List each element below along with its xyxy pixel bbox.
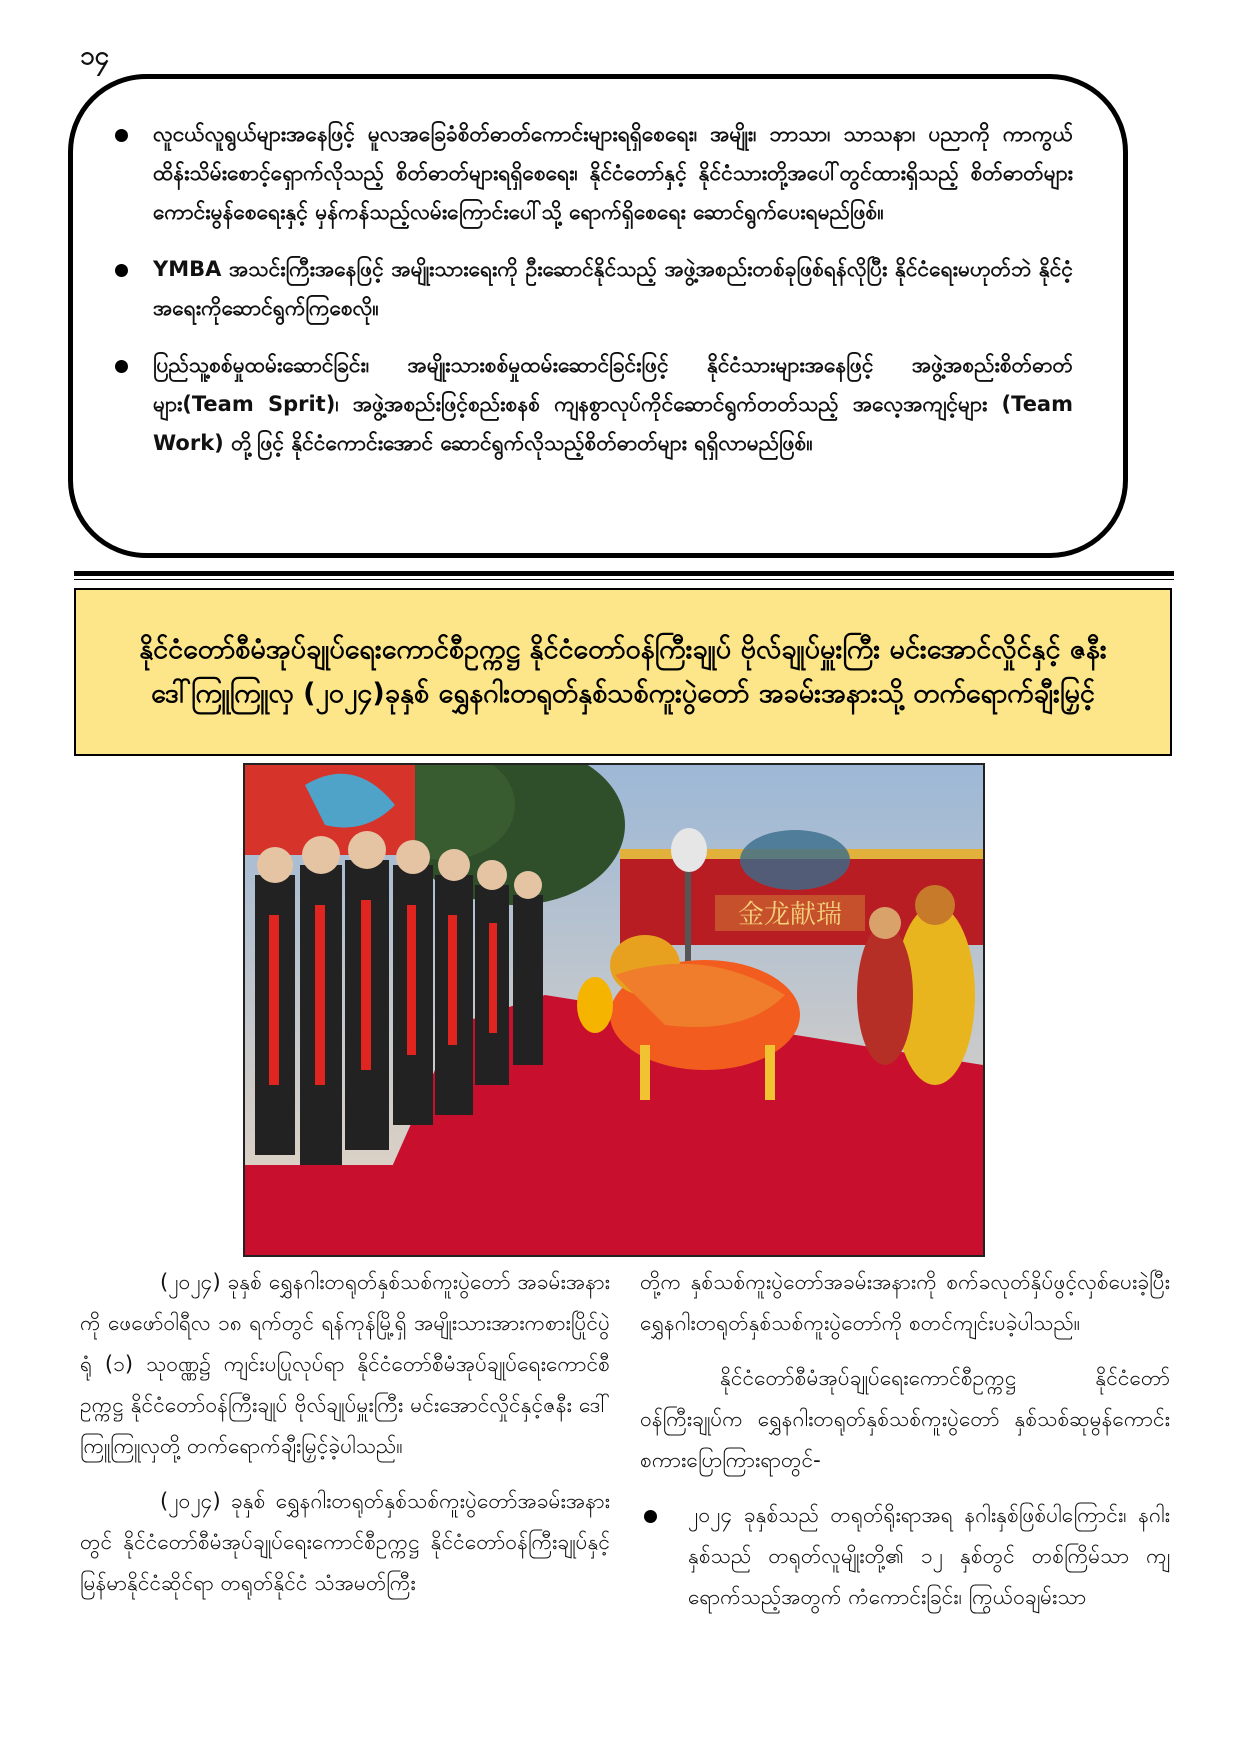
bullet-icon [115,264,128,277]
list-item [111,250,1073,328]
article-right-column [640,1262,1170,1618]
bullet-icon [115,129,128,142]
page-number: ၁၄ [80,41,110,71]
section-divider [74,571,1174,576]
lion-dance-photo-image [245,765,983,1255]
article-left-column [80,1262,610,1618]
section-divider-thin [74,579,1174,580]
paragraph: တို့က နှစ်သစ်ကူးပွဲတော်အခမ်းအနားကို စက်ခလုတ်နှိပ်ဖွင့်လှစ်ပေးခဲ့ပြီး ရွှေနဂါးတရုတ်နှစ်သစ်ကူးပွဲတော်ကို စတင်ကျင်းပခဲ့ပါသည်။ [640,1270,1170,1335]
list-item [111,346,1073,463]
list-item [111,115,1073,232]
bullet-list [111,115,1073,463]
event-photo [243,763,985,1257]
paragraph: (၂၀၂၄) ခုနှစ် ရွှေနဂါးတရုတ်နှစ်သစ်ကူးပွဲတော် အခမ်းအနားကို ဖေဖော်ဝါရီလ ၁၈ ရက်တွင် ရန်ကုန်မြို့ရှိ အမျိုးသားအားကစားပြိုင်ပွဲရုံ (၁) သုဝဏ္ဏ၌ ကျင်းပပြုလုပ်ရာ နိုင်ငံတော်စီမံအုပ်ချုပ်ရေးကောင်စီဥက္ကဋ္ဌ နိုင်ငံတော်ဝန်ကြီးချုပ် ဗိုလ်ချုပ်မှူးကြီး မင်းအောင်လှိုင်နှင့်ဇနီး ဒေါ်ကြူကြူလှတို့ တက်ရောက်ချီးမြှင့်ခဲ့ပါသည်။ [80,1270,610,1458]
paragraph: (၂၀၂၄) ခုနှစ် ရွှေနဂါးတရုတ်နှစ်သစ်ကူးပွဲတော်အခမ်းအနားတွင် နိုင်ငံတော်စီမံအုပ်ချုပ်ရေးကောင်စီဥက္ကဋ္ဌ နိုင်ငံတော်ဝန်ကြီးချုပ်နှင့် မြန်မာနိုင်ငံဆိုင်ရာ တရုတ်နိုင်ငံ သံအမတ်ကြီး [80,1489,610,1595]
bullet-icon [644,1510,657,1523]
bullet-icon [115,360,128,373]
headline-banner [74,588,1172,756]
bullet-list [640,1495,1170,1618]
headline-title: နိုင်ငံတော်စီမံအုပ်ချုပ်ရေးကောင်စီဥက္ကဋ္ဌ နိုင်ငံတော်ဝန်ကြီးချုပ် ဗိုလ်ချုပ်မှူးကြီး မင်းအောင်လှိုင်နှင့် ဇနီး ဒေါ်ကြူကြူလှ (၂၀၂၄)ခုနှစ် ရွှေနဂါးတရုတ်နှစ်သစ်ကူးပွဲတော် အခမ်းအနားသို့ တက်ရောက်ချီးမြှင့် [139,634,1107,709]
bullet-text: ၂၀၂၄ ခုနှစ်သည် တရုတ်ရိုးရာအရ နဂါးနှစ်ဖြစ်ပါကြောင်း၊ နဂါးနှစ်သည် တရုတ်လူမျိုးတို့၏ ၁၂ နှစ်တွင် တစ်ကြိမ်သာ ကျရောက်သည့်အတွက် ကံကောင်းခြင်း၊ ကြွယ်ဝချမ်းသာ [688,1503,1170,1609]
photo-sign-text: 金龙献瑞 [737,900,843,930]
list-item [640,1495,1170,1618]
bullet-text: လူငယ်လူရွယ်များအနေဖြင့် မူလအခြေခံစိတ်ဓာတ်ကောင်းများရရှိစေရေး၊ အမျိုး၊ ဘာသာ၊ သာသနာ၊ ပညာကို ကာကွယ်ထိန်းသိမ်းစောင့်ရှောက်လိုသည့် စိတ်ဓာတ်များရရှိစေရေး၊ နိုင်ငံတော်နှင့် နိုင်ငံသားတို့အပေါ်တွင်ထားရှိသည့် စိတ်ဓာတ်များကောင်းမွန်စေရေးနှင့် မှန်ကန်သည့်လမ်းကြောင်းပေါ်သို့ ရောက်ရှိစေရေး ဆောင်ရွက်ပေးရမည်ဖြစ်။ [153,122,1073,224]
bullet-points-box [68,74,1128,558]
paragraph: နိုင်ငံတော်စီမံအုပ်ချုပ်ရေးကောင်စီဥက္ကဋ္ဌ နိုင်ငံတော်ဝန်ကြီးချုပ်က ရွှေနဂါးတရုတ်နှစ်သစ်ကူးပွဲတော် နှစ်သစ်ဆုမွန်ကောင်းစကားပြောကြားရာတွင်- [640,1366,1170,1472]
bullet-text: YMBA အသင်းကြီးအနေဖြင့် အမျိုးသားရေးကို ဦးဆောင်နိုင်သည့် အဖွဲ့အစည်းတစ်ခုဖြစ်ရန်လိုပြီး နိုင်ငံရေးမဟုတ်ဘဲ နိုင်ငံ့အရေးကိုဆောင်ရွက်ကြစေလို။ [153,257,1073,320]
bullet-text: ပြည်သူ့စစ်မှုထမ်းဆောင်ခြင်း၊ အမျိုးသားစစ်မှုထမ်းဆောင်ခြင်းဖြင့် နိုင်ငံသားများအနေဖြင့် အဖွဲ့အစည်းစိတ်ဓာတ်များ(Team Sprit)၊ အဖွဲ့အစည်းဖြင့်စည်းစနစ် ကျနစွာလုပ်ကိုင်ဆောင်ရွက်တတ်သည့် အလေ့အကျင့်များ (Team Work) တို့ဖြင့် နိုင်ငံကောင်းအောင် ဆောင်ရွက်လိုသည့်စိတ်ဓာတ်များ ရရှိလာမည်ဖြစ်။ [153,353,1073,455]
